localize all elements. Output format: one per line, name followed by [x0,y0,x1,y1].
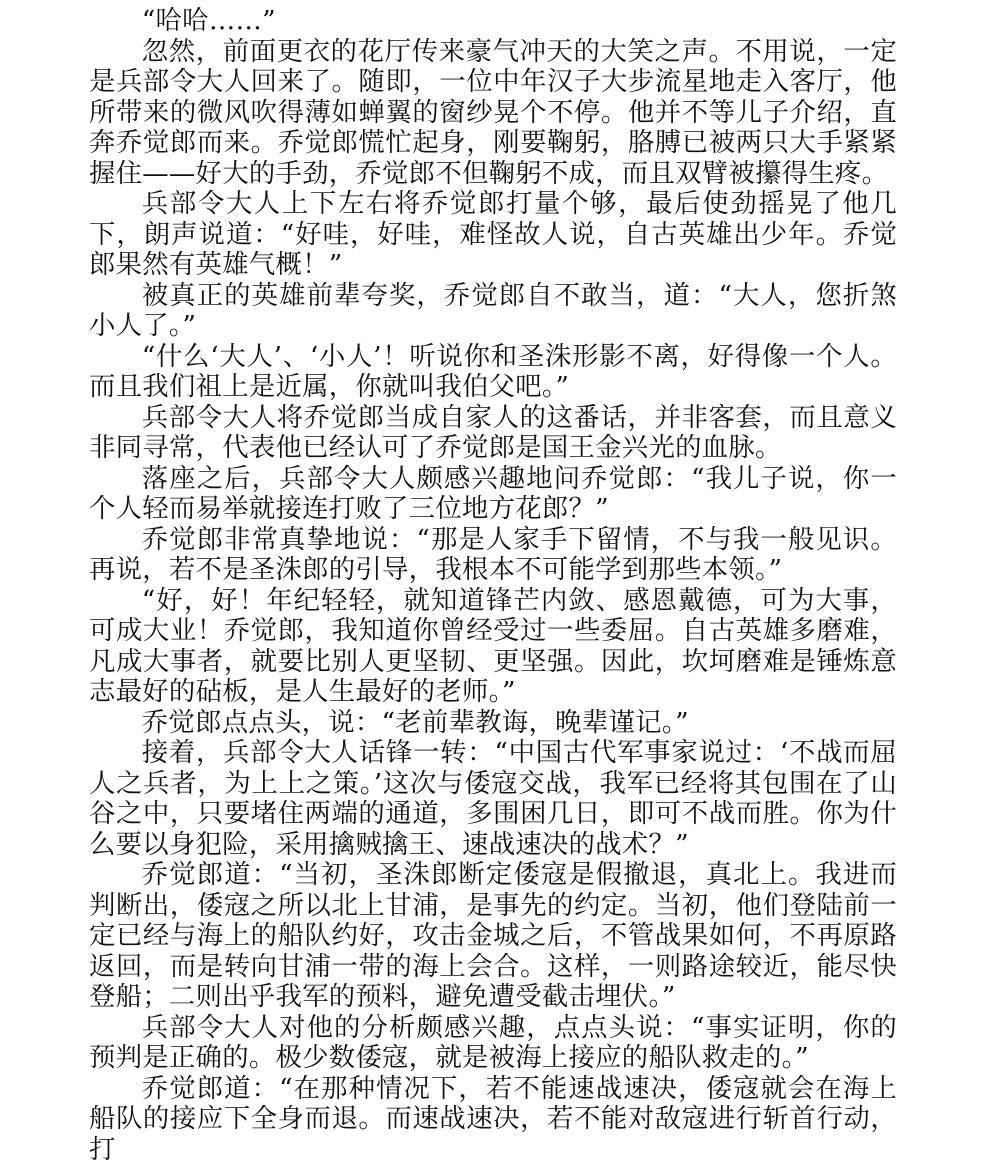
paragraph-minister-arrives: 忽然，前面更衣的花厅传来豪气冲天的大笑之声。不用说，一定是兵部令大人回来了。随即，一位中年汉子大步流星地走入客厅，他所带来的微风吹得薄如蝉翼的窗纱晃个不停。他并不等儿子介绍，直奔乔觉郎而来。乔觉郎慌忙起身，刚要鞠躬，胳膊已被两只大手紧紧握住——好大的手劲，乔觉郎不但鞠躬不成，而且双臂被攥得生疼。 [89,37,897,190]
paragraph-sincere-answer: 乔觉郎非常真挚地说：“那是人家手下留情，不与我一般见识。再说，若不是圣洙郎的引导，我根本不可能学到那些本领。” [89,525,897,586]
paragraph-strategy-question: 接着，兵部令大人话锋一转：“中国古代军事家说过：‘不战而屈人之兵者，为上上之策。’这次与倭寇交战，我军已经将其包围在了山谷之中，只要堵住两端的通道，多围困几日，即可不战而胜。你为什么要以身犯险，采用擒贼擒王、速战速决的战术？” [89,738,897,860]
paragraph-question-hwarang: 落座之后，兵部令大人颇感兴趣地问乔觉郎：“我儿子说，你一个人轻而易举就接连打败了三位地方花郎？” [89,464,897,525]
paragraph-minister-praises: 兵部令大人上下左右将乔觉郎打量个够，最后使劲摇晃了他几下，朗声说道：“好哇，好哇，难怪故人说，自古英雄出少年。乔觉郎果然有英雄气概！” [89,189,897,281]
body-text [89,6,897,1165]
paragraph-minister-agrees: 兵部令大人对他的分析颇感兴趣，点点头说：“事实证明，你的预判是正确的。极少数倭寇，就是被海上接应的船队救走的。” [89,1013,897,1074]
paragraph-advice: “好，好！年纪轻轻，就知道锋芒内敛、感恩戴德，可为大事，可成大业！乔觉郎，我知道你曾经受过一些委屈。自古英雄多磨难，凡成大事者，就要比别人更坚韧、更坚强。因此，坎坷磨难是锤炼意志最好的砧板，是人生最好的老师。” [89,586,897,708]
paragraph-humble-reply: 被真正的英雄前辈夸奖，乔觉郎自不敢当，道：“大人，您折煞小人了。” [89,281,897,342]
paragraph-laughter: “哈哈……” [89,6,897,37]
paragraph-nod: 乔觉郎点点头，说：“老前辈教诲，晚辈谨记。” [89,708,897,739]
paragraph-strategy-answer: 乔觉郎道：“当初，圣洙郎断定倭寇是假撤退，真北上。我进而判断出，倭寇之所以北上甘浦，是事先的约定。当初，他们登陆前一定已经与海上的船队约好，攻击金城之后，不管战果如何，不再原路返回，而是转向甘浦一带的海上会合。这样，一则路途较近，能尽快登船；二则出乎我军的预料，避免遭受截击埋伏。” [89,860,897,1013]
paragraph-recognition: 兵部令大人将乔觉郎当成自家人的这番话，并非客套，而且意义非同寻常，代表他已经认可了乔觉郎是国王金兴光的血脉。 [89,403,897,464]
paragraph-continued-explanation: 乔觉郎道：“在那种情况下，若不能速战速决，倭寇就会在海上船队的接应下全身而退。而速战速决，若不能对敌寇进行斩首行动，打 [89,1074,897,1165]
paragraph-call-me-uncle: “什么‘大人’、‘小人’！听说你和圣洙形影不离，好得像一个人。而且我们祖上是近属，你就叫我伯父吧。” [89,342,897,403]
